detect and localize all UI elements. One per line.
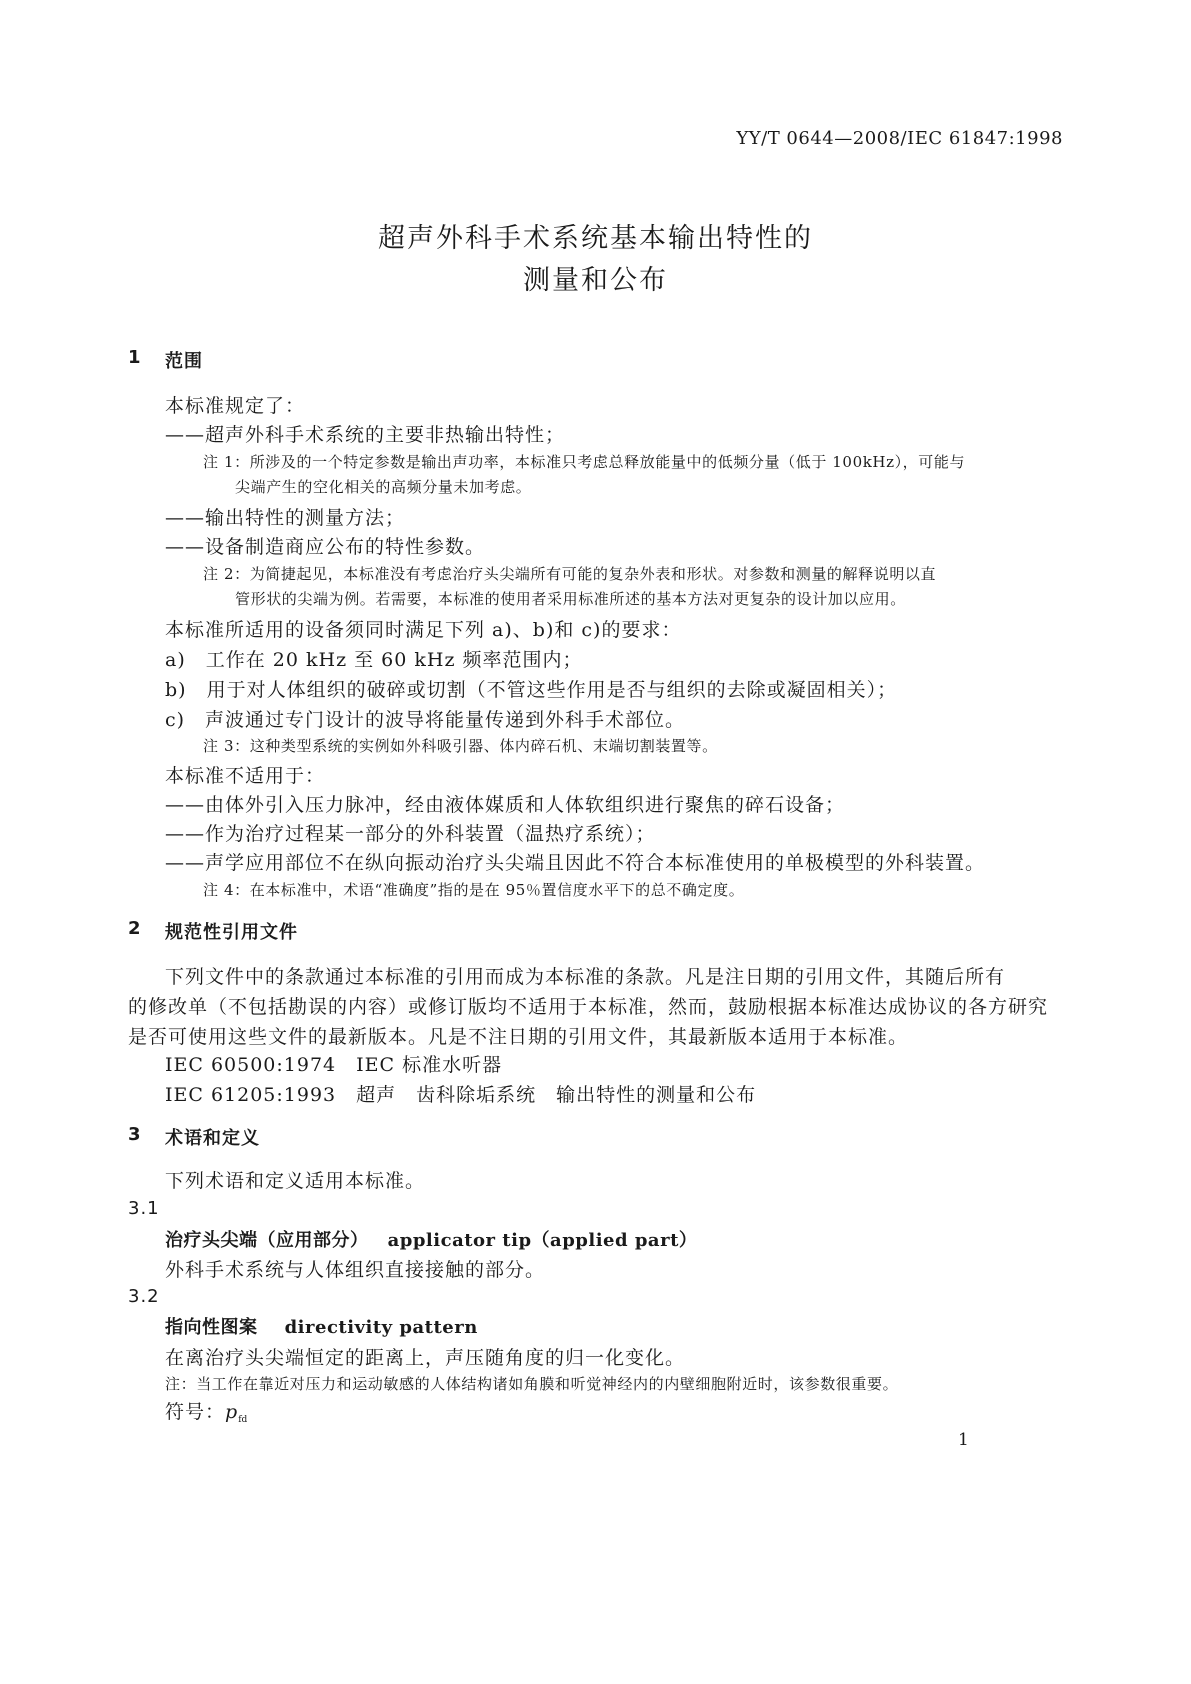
document-title-line-1: 超声外科手术系统基本输出特性的 [378,223,813,254]
section-1-line: 本标准规定了： [165,395,306,417]
term-note: 注：当工作在靠近对压力和运动敏感的人体结构诸如角膜和听觉神经内的内壁细胞附近时，该参数很重要。 [165,1375,899,1393]
section-2-number: 2 [128,918,142,939]
section-1-list-item: c) 声波通过专门设计的波导将能量传递到外科手术部位。 [165,709,686,731]
term-title [165,1226,697,1252]
section-1-note: 尖端产生的空化相关的高频分量未加考虑。 [235,478,532,496]
section-1-list-item: a) 工作在 20 kHz 至 60 kHz 频率范围内； [165,649,583,671]
term-number: 3.1 [128,1198,160,1219]
term-definition: 外科手术系统与人体组织直接接触的部分。 [165,1259,546,1281]
section-2-heading: 规范性引用文件 [165,922,298,943]
term-name-en: directivity pattern [284,1317,478,1338]
section-1-line: ——输出特性的测量方法； [165,507,406,529]
section-1-number: 1 [128,347,142,368]
reference-item: IEC 61205:1993 超声 齿科除垢系统 输出特性的测量和公布 [165,1084,757,1106]
term-name-en: applicator tip（applied part） [387,1230,698,1251]
term-name-cn: 指向性图案 [165,1317,258,1338]
symbol-letter: p [225,1401,239,1423]
standard-code: YY/T 0644—2008/IEC 61847:1998 [736,128,1063,149]
section-1-line: ——设备制造商应公布的特性参数。 [165,536,486,558]
term-number: 3.2 [128,1286,160,1307]
section-1-line: ——由体外引入压力脉冲，经由液体媒质和人体软组织进行聚焦的碎石设备； [165,794,846,816]
symbol-label: 符号： [165,1401,226,1423]
section-1-note: 注 1：所涉及的一个特定参数是输出声功率，本标准只考虑总释放能量中的低频分量（低于 100kHz），可能与 [203,453,966,471]
section-1-line: 本标准所适用的设备须同时满足下列 a)、b)和 c)的要求： [165,619,682,641]
symbol-subscript: fd [238,1415,248,1426]
term-title [165,1313,478,1339]
section-1-note: 注 3：这种类型系统的实例如外科吸引器、体内碎石机、末端切割装置等。 [203,737,718,755]
section-1-note: 注 4：在本标准中，术语“准确度”指的是在 95％置信度水平下的总不确定度。 [203,881,745,899]
term-definition: 在离治疗头尖端恒定的距离上，声压随角度的归一化变化。 [165,1347,686,1369]
section-1-line: ——声学应用部位不在纵向振动治疗头尖端且因此不符合本标准使用的单极模型的外科装置。 [165,852,986,874]
section-1-line: 本标准不适用于： [165,765,326,787]
section-2-paragraph-line: 的修改单（不包括勘误的内容）或修订版均不适用于本标准，然而，鼓励根据本标准达成协议的各方研究 [128,996,1049,1018]
section-3-heading: 术语和定义 [165,1128,260,1149]
document-title-line-2: 测量和公布 [523,265,668,296]
section-1-line: ——超声外科手术系统的主要非热输出特性； [165,424,566,446]
section-1-note: 注 2：为简捷起见，本标准没有考虑治疗头尖端所有可能的复杂外表和形状。对参数和测量的解释说明以直 [203,565,937,583]
section-1-heading: 范围 [165,351,203,372]
section-1-note: 管形状的尖端为例。若需要，本标准的使用者采用标准所述的基本方法对更复杂的设计加以应用。 [235,590,906,608]
term-symbol [165,1397,247,1425]
term-name-cn: 治疗头尖端（应用部分） [165,1230,369,1251]
section-3-intro: 下列术语和定义适用本标准。 [165,1170,426,1192]
section-2-paragraph-line: 是否可使用这些文件的最新版本。凡是不注日期的引用文件，其最新版本适用于本标准。 [128,1026,909,1048]
section-1-list-item: b) 用于对人体组织的破碎或切割（不管这些作用是否与组织的去除或凝固相关）； [165,679,898,701]
section-1-line: ——作为治疗过程某一部分的外科装置（温热疗系统）； [165,823,656,845]
reference-item: IEC 60500:1974 IEC 标准水听器 [165,1054,503,1076]
section-2-paragraph-line: 下列文件中的条款通过本标准的引用而成为本标准的条款。凡是注日期的引用文件，其随后所有 [165,966,1006,988]
section-3-number: 3 [128,1124,142,1145]
page-number: 1 [958,1430,969,1450]
